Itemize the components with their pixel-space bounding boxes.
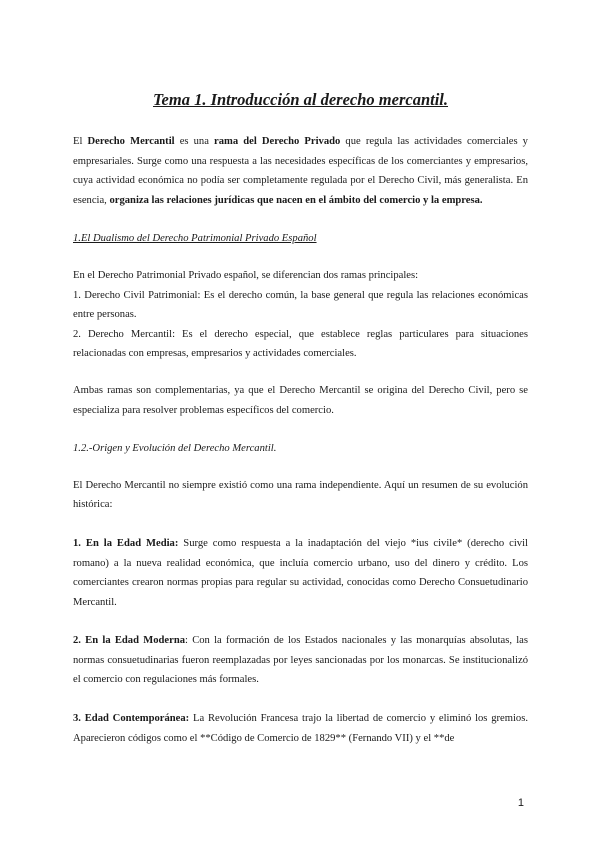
intro-text-3: que regula las actividades comerciales y empresariales. Surge como una respuesta a las necesidades específicas de los comerciantes y empresarios, cuya actividad económica no podía ser completamente regulada por el Derecho Civil, más generalista. En esencia, (73, 136, 528, 206)
intro-bold-2: rama del Derecho Privado (214, 136, 341, 147)
section-2-heading: 1.2.-Origen y Evolución del Derecho Mercantil. (73, 443, 277, 455)
section-1-paragraph-2: Ambas ramas son complementarias, ya que el Derecho Mercantil se origina del Derecho Civil, pero se especializa para resolver problemas específicos del comercio. (73, 384, 528, 416)
section-2-paragraph-1: El Derecho Mercantil no siempre existió como una rama independiente. Aquí un resumen de su evolución histórica: (73, 479, 528, 511)
intro-bold-1: Derecho Mercantil (87, 136, 175, 147)
intro-text-1: El (73, 136, 88, 147)
era-2-paragraph (73, 631, 528, 690)
intro-text-2: es una (174, 136, 215, 147)
page-number: 1 (517, 797, 524, 809)
section-1-item-1: 1. Derecho Civil Patrimonial: Es el derecho común, la base general que regula las relaciones económicas entre personas. (73, 289, 528, 321)
era-3-paragraph (73, 709, 528, 748)
era-3-text: La Revolución Francesa trajo la libertad de comercio y eliminó los gremios. Aparecieron códigos como el **Código de Comercio de 1829** (Fernando VII) y el **de (73, 713, 528, 744)
intro-bold-3: organiza las relaciones jurídicas que nacen en el ámbito del comercio y la empresa. (109, 194, 483, 206)
era-2-label: 2. En la Edad Moderna (73, 635, 186, 647)
era-1-paragraph (73, 534, 528, 612)
section-1-item-2: 2. Derecho Mercantil: Es el derecho especial, que establece reglas particulares para situaciones relacionadas con empresas, empresarios y actividades comerciales. (73, 328, 528, 360)
era-3-label: 3. Edad Contemporánea: (73, 713, 190, 725)
intro-paragraph (73, 132, 528, 210)
era-1-text: Surge como respuesta a la inadaptación del viejo *ius civile* (derecho civil romano) a la nueva realidad económica, que incluía comercio urbano, uso del dinero y crédito. Los comerciantes crearon normas propias para regular su actividad, conocidas como Derecho Consuetudinario Mercantil. (73, 537, 528, 608)
era-2-text: : Con la formación de los Estados nacionales y las monarquías absolutas, las normas consuetudinarias fueron reemplazadas por leyes sancionadas por los monarcas. Se institucionalizó el comercio con regulaciones más formales. (73, 635, 528, 686)
page-title: Tema 1. Introducción al derecho mercantil. (152, 90, 449, 109)
section-1-paragraph-1: En el Derecho Patrimonial Privado español, se diferencian dos ramas principales: (73, 269, 419, 281)
era-1-label: 1. En la Edad Media: (73, 537, 179, 549)
section-1-heading: 1.El Dualismo del Derecho Patrimonial Privado Español (73, 233, 317, 245)
page-content (73, 90, 528, 748)
